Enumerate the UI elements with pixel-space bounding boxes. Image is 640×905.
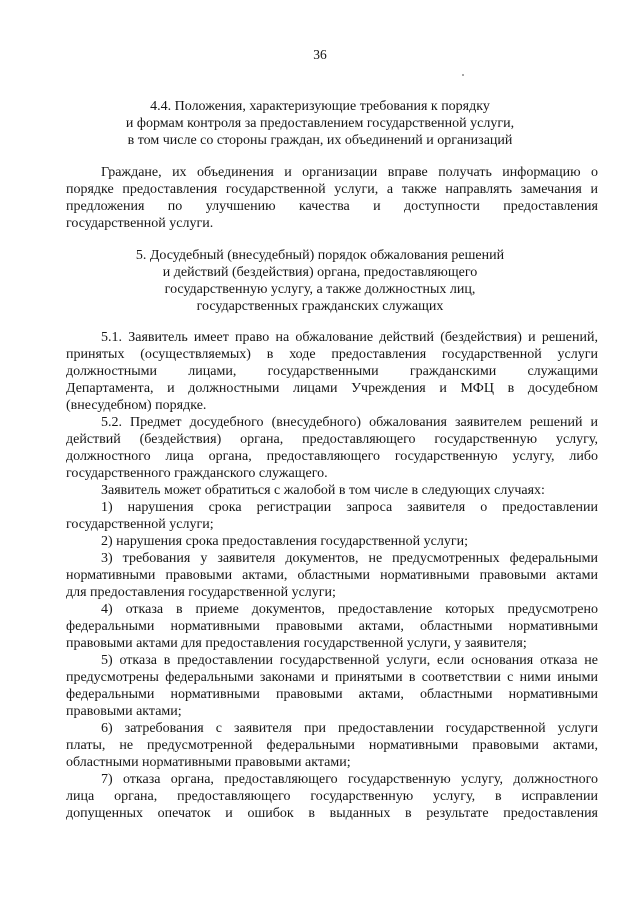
paragraph-line: предложения по улучшению качества и доступности предоставления: [66, 199, 598, 214]
heading-line: и действий (бездействия) органа, предоставляющего: [162, 265, 478, 280]
paragraph-line: федеральными нормативными правовыми актами, областными нормативными: [66, 619, 598, 634]
paragraph-line: Департамента, и должностными лицами Учреждения и МФЦ в досудебном: [66, 381, 598, 396]
paragraph-line: должностными лицами, государственными гражданскими служащими: [66, 364, 598, 379]
paragraph-line: платы, не предусмотренной федеральными нормативными правовыми актами,: [66, 738, 598, 753]
section-4-4-heading: [0, 98, 640, 149]
paragraph-line: государственной услуги.: [66, 216, 214, 231]
section-5-body: [66, 329, 598, 822]
paragraph-line: 6) затребования с заявителя при предоставлении государственной услуги: [101, 721, 598, 736]
paragraph-line: Заявитель может обратиться с жалобой в том числе в следующих случаях:: [101, 483, 545, 498]
paragraph-line: лица органа, предоставляющего государственную услугу, в исправлении: [66, 789, 598, 804]
paragraph-line: 5) отказа в предоставлении государственной услуги, если основания отказа не: [101, 653, 598, 668]
paragraph-line: государственной услуги;: [66, 517, 214, 532]
paragraph-line: порядке предоставления государственной услуги, а также направлять замечания и: [66, 182, 598, 197]
paragraph-line: 2) нарушения срока предоставления государственной услуги;: [101, 534, 468, 549]
paragraph-line: 4) отказа в приеме документов, предоставление которых предусмотрено: [101, 602, 598, 617]
paragraph-line: нормативными правовыми актами, областными нормативными правовыми актами: [66, 568, 598, 583]
heading-line: и формам контроля за предоставлением государственной услуги,: [125, 116, 515, 131]
paragraph-line: допущенных опечаток и ошибок в выданных в результате предоставления: [66, 806, 598, 821]
paragraph-line: должностного лица органа, предоставляющего государственную услугу, либо: [66, 449, 598, 464]
paragraph-line: государственного гражданского служащего.: [66, 466, 328, 481]
section-5-heading: [0, 247, 640, 315]
paragraph-line: правовыми актами для предоставления государственной услуги, у заявителя;: [66, 636, 527, 651]
paragraph-line: действий (бездействия) органа, предоставляющего государственную услугу,: [66, 432, 598, 447]
paragraph-line: принятых (осуществляемых) в ходе предоставления государственной услуги: [66, 347, 598, 362]
paragraph-line: Граждане, их объединения и организации вправе получать информацию о: [101, 165, 598, 180]
paragraph-line: 5.1. Заявитель имеет право на обжалование действий (бездействия) и решений,: [101, 330, 598, 345]
paragraph-line: 5.2. Предмет досудебного (внесудебного) обжалования заявителем решений и: [101, 415, 598, 430]
paragraph-line: 1) нарушения срока регистрации запроса заявителя о предоставлении: [101, 500, 598, 515]
section-4-4-body: [66, 164, 598, 232]
heading-line: государственных гражданских служащих: [196, 299, 444, 314]
page-number: 36: [313, 47, 327, 62]
paragraph-line: предусмотрены федеральными законами и принятыми в соответствии с ними иными: [66, 670, 598, 685]
heading-line: государственную услугу, а также должностных лиц,: [164, 282, 476, 297]
paragraph-line: федеральными нормативными правовыми актами, областными нормативными: [66, 687, 598, 702]
paragraph-line: (внесудебном) порядке.: [66, 398, 207, 413]
paragraph-line: 7) отказа органа, предоставляющего государственную услугу, должностного: [101, 772, 598, 787]
heading-line: 4.4. Положения, характеризующие требования к порядку: [150, 99, 490, 114]
heading-line: в том числе со стороны граждан, их объединений и организаций: [127, 133, 513, 148]
heading-line: 5. Досудебный (внесудебный) порядок обжалования решений: [135, 248, 505, 263]
scan-speck: [462, 74, 464, 76]
paragraph-line: 3) требования у заявителя документов, не предусмотренных федеральными: [101, 551, 598, 566]
paragraph-line: правовыми актами;: [66, 704, 182, 719]
paragraph-line: для предоставления государственной услуги;: [66, 585, 336, 600]
paragraph-line: областными нормативными правовыми актами;: [66, 755, 351, 770]
